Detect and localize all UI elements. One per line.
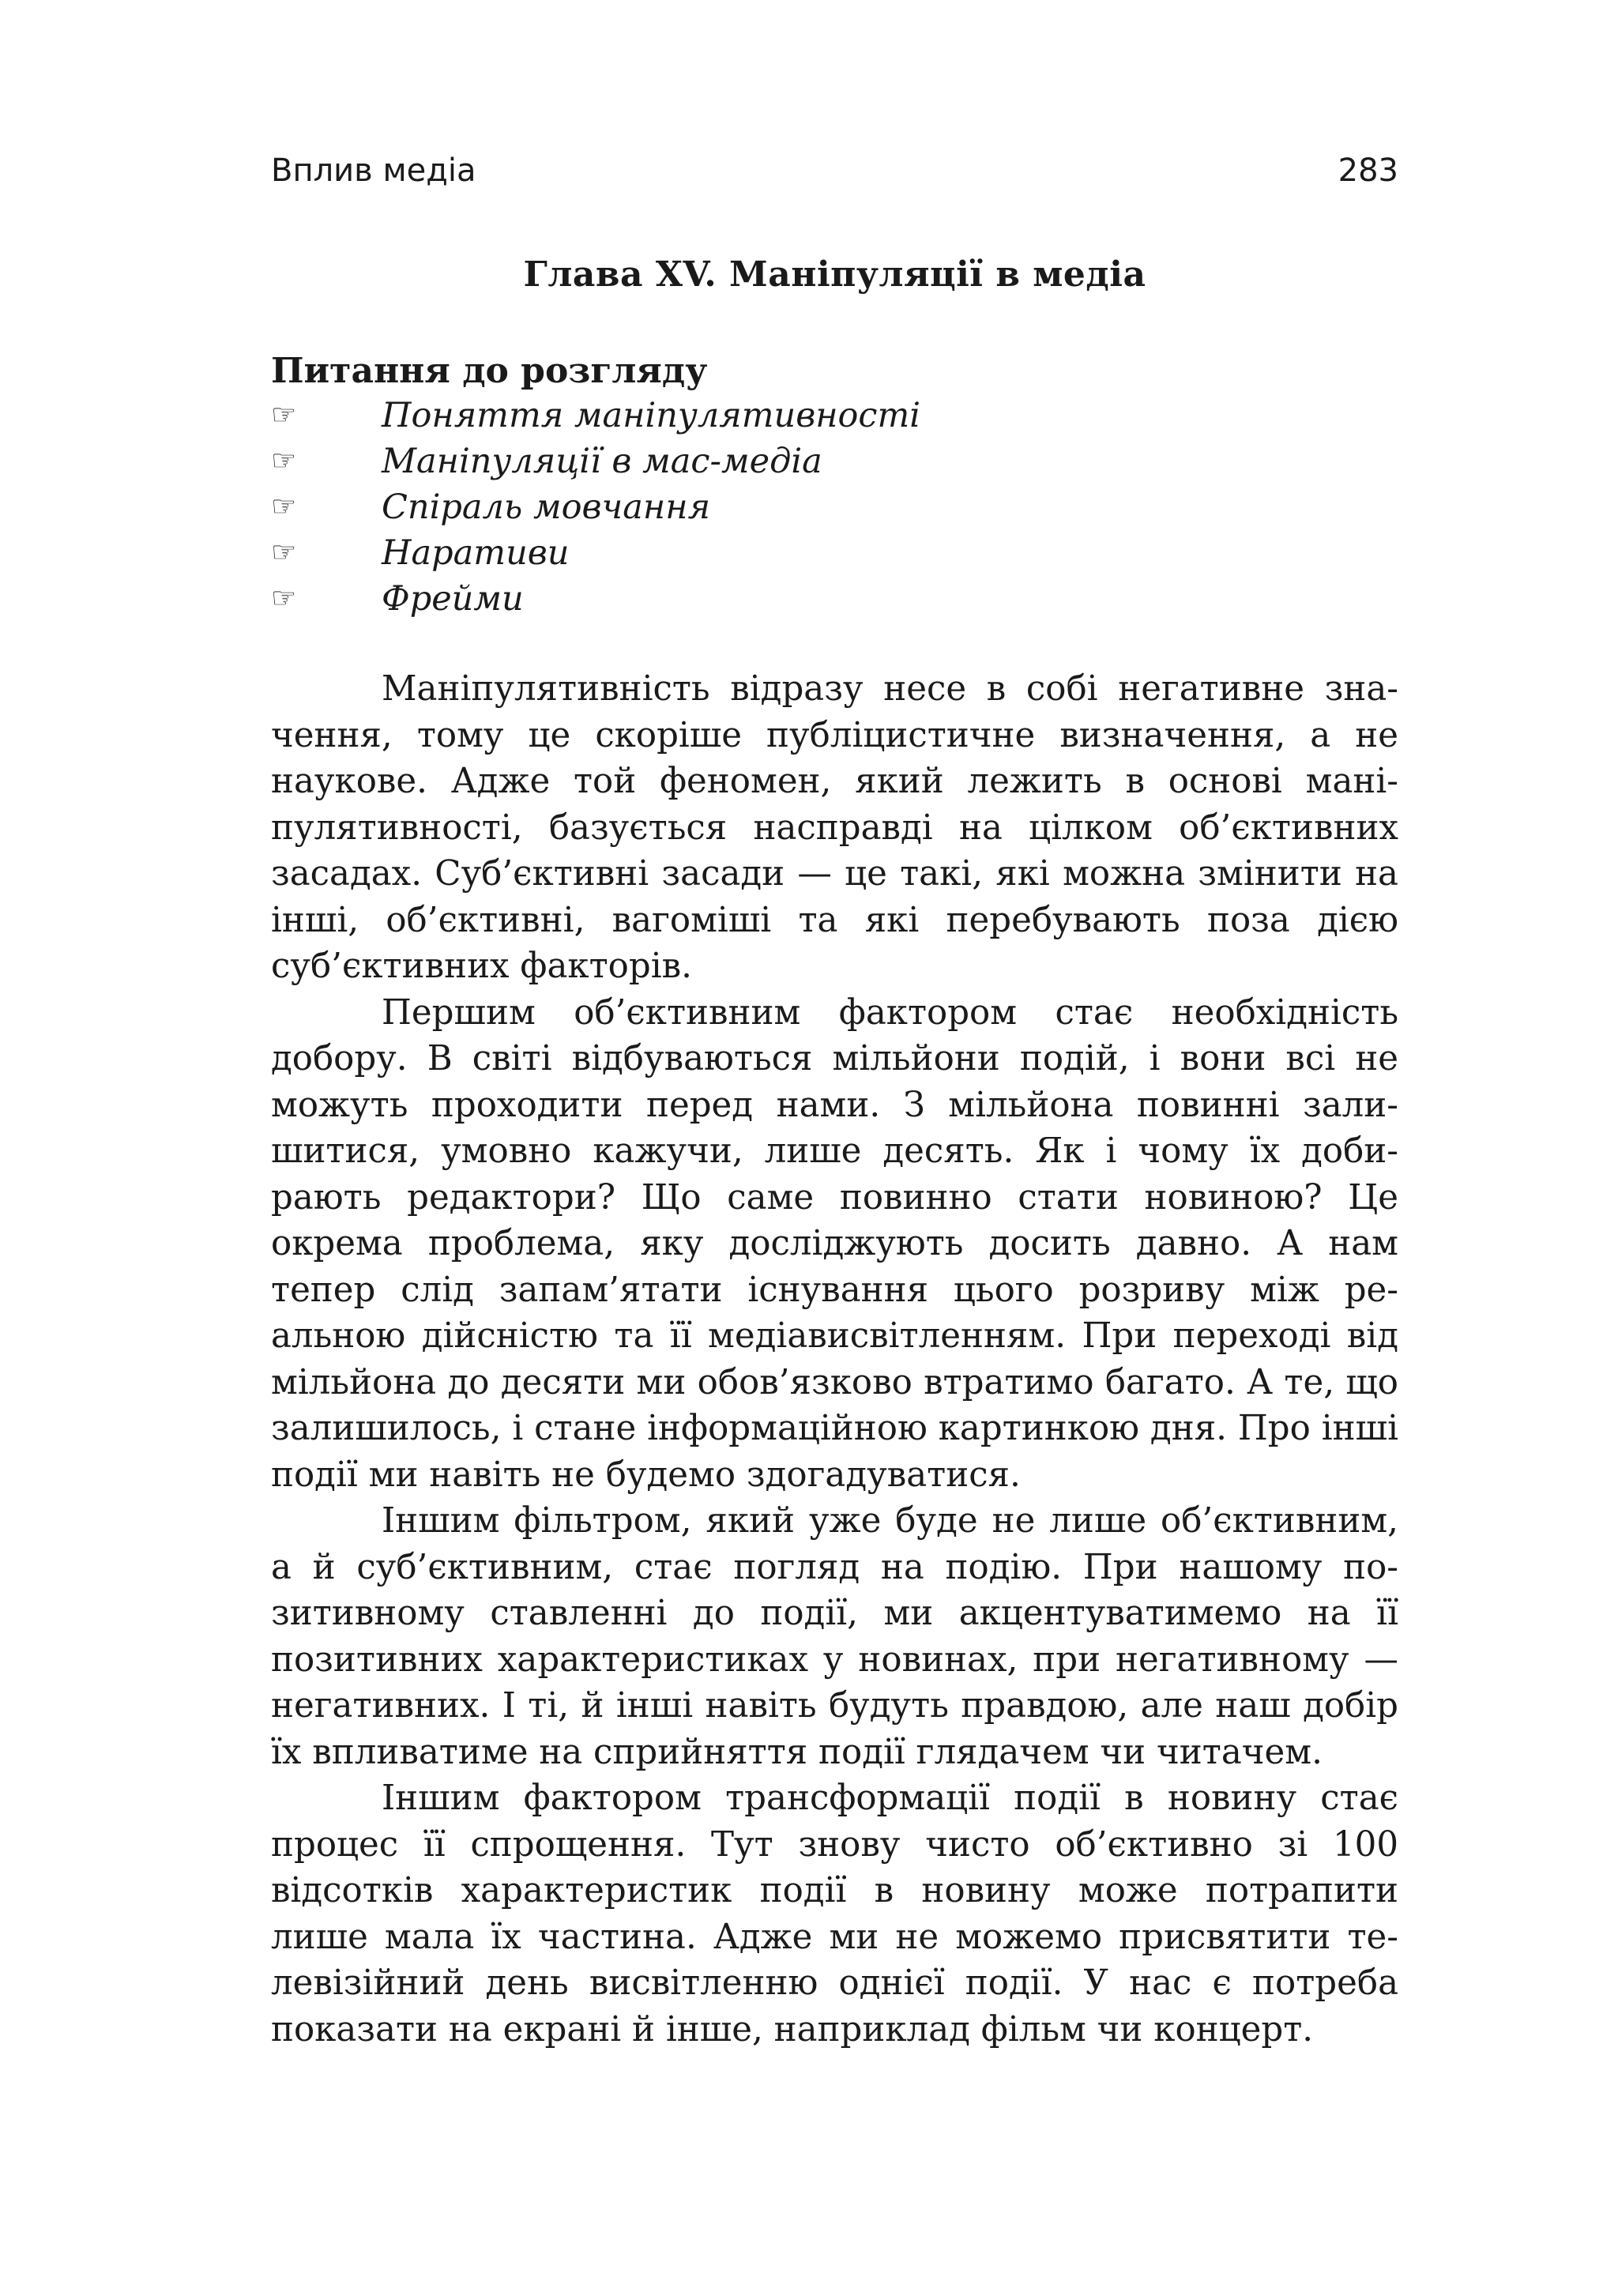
question-text: Наративи	[382, 533, 570, 573]
questions-list	[271, 393, 1398, 622]
page-number: 283	[1338, 152, 1398, 189]
body-text	[271, 666, 1398, 2053]
question-item	[271, 576, 1398, 622]
question-item	[271, 393, 1398, 438]
question-text: Спіраль мовчання	[382, 487, 711, 527]
question-item	[271, 484, 1398, 530]
question-text: Поняття маніпулятивності	[382, 396, 921, 435]
pointing-hand-icon: ☞	[271, 491, 297, 523]
paragraph: Маніпулятивність відразу несе в собі негативне значення, тому це скоріше публіцистичне визначення, а не наукове. Адже той феномен, який лежить в основі маніпулятивності, базується насправді на цілком об’єктивних засадах. Суб’єктивні засади — це такі, які можна змінити на інші, об’єктивні, вагоміші та які перебувають поза дією суб’єктивних факторів.	[271, 669, 1398, 986]
pointing-hand-icon: ☞	[271, 399, 297, 431]
question-text: Маніпуляції в мас-медіа	[382, 442, 822, 481]
running-head	[271, 147, 1398, 194]
question-item	[271, 530, 1398, 576]
pointing-hand-icon: ☞	[271, 582, 297, 615]
question-item	[271, 438, 1398, 484]
chapter-title: Глава XV. Маніпуляції в медіа	[523, 254, 1146, 295]
running-title: Вплив медіа	[271, 152, 476, 189]
paragraph: Іншим фактором трансформації події в новину стає процес її спрощення. Тут знову чисто об’єктивно зі 100 відсотків характеристик події в новину може потрапити лише мала їх частина. Адже ми не можемо присвятити телевізійний день висвітленню однієї події. У нас є потреба показати на екрані й інше, наприклад фільм чи концерт.	[271, 1778, 1398, 2049]
paragraph: Іншим фільтром, який уже буде не лише об’єктивним, а й суб’єктивним, стає погляд на подію. При нашому позитивному ставленні до події, ми акцентуватимемо на її позитивних характеристиках у новинах, при негативному — негативних. І ті, й інші навіть будуть правдою, але наш добір їх впливатиме на сприйняття події глядачем чи читачем.	[271, 1501, 1398, 1772]
pointing-hand-icon: ☞	[271, 445, 297, 477]
questions-heading: Питання до розгляду	[271, 351, 708, 391]
question-text: Фрейми	[382, 579, 524, 619]
pointing-hand-icon: ☞	[271, 536, 297, 569]
paragraph: Першим об’єктивним фактором стає необхідність добору. В світі відбуваються мільйони подій, і вони всі не можуть проходити перед нами. З мільйона повинні залишитися, умовно кажучи, лише десять. Як і чому їх добирають редактори? Що саме повинно стати новиною? Це окрема проблема, яку досліджують досить давно. А нам тепер слід запам’ятати існування цього розриву між реальною дійсністю та її медіависвітленням. При переході від мільйона до десяти ми обов’язково втратимо багато. А те, що залишилось, і стане інформаційною картинкою дня. Про інші події ми навіть не будемо здогадуватися.	[271, 992, 1398, 1495]
